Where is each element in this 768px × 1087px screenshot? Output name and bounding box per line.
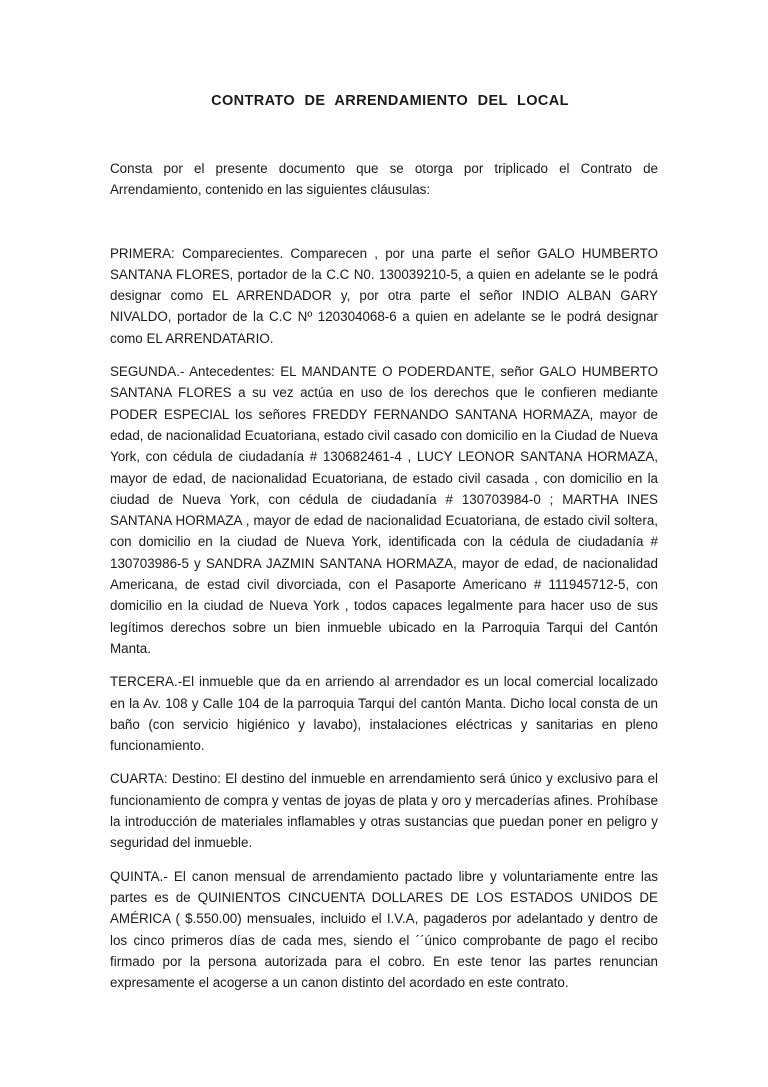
contract-title: CONTRATO DE ARRENDAMIENTO DEL LOCAL — [211, 93, 569, 109]
clause-quinta: QUINTA.- El canon mensual de arrendamiento pactado libre y voluntariamente entre las partes es de QUINIENTOS CINCUENTA DOLLARES DE LOS ESTADOS UNIDOS DE AMÉRICA ( $.550.00) mensuales, incluido el I.V.A, pagaderos por adelantado y dentro de los cinco primeros días de cada mes, siendo el ´´único comprobante de pago el recibo firmado por la persona autorizada para el cobro. En este tenor las partes renuncian expresamente el acogerse a un canon distinto del acordado en este contrato. — [110, 868, 658, 991]
clause-segunda: SEGUNDA.- Antecedentes: EL MANDANTE O PODERDANTE, señor GALO HUMBERTO SANTANA FLORES a su vez actúa en uso de los derechos que le confieren mediante PODER ESPECIAL los señores FREDDY FERNANDO SANTANA HORMAZA, mayor de edad, de nacionalidad Ecuatoriana, estado civil casado con domicilio en la Ciudad de Nueva York, con cédula de ciudadanía # 130682461-4 , LUCY LEONOR SANTANA HORMAZA, mayor de edad, de nacionalidad Ecuatoriana, de estado civil casada , con domicilio en la ciudad de Nueva York, con cédula de ciudadanía # 130703984-0 ; MARTHA INES SANTANA HORMAZA , mayor de edad de nacionalidad Ecuatoriana, de estado civil soltera, con domicilio en la ciudad de Nueva York, identificada con la cédula de ciudadanía # 130703986-5 y SANDRA JAZMIN SANTANA HORMAZA, mayor de edad, de nacionalidad Americana, de estad civil divorciada, con el Pasaporte Americano # 111945712-5, con domicilio en la ciudad de Nueva York , todos capaces legalmente para hacer uso de sus legítimos derechos sobre un bien inmueble ubicado en la Parroquia Tarqui del Cantón Manta. — [110, 364, 658, 656]
clause-tercera: TERCERA.-El inmueble que da en arriendo al arrendador es un local comercial localizado en la Av. 108 y Calle 104 de la parroquia Tarqui del cantón Manta. Dicho local consta de un baño (con servicio higiénico y lavabo), instalaciones eléctricas y sanitarias en pleno funcionamiento. — [110, 674, 658, 754]
clause-primera: PRIMERA: Comparecientes. Comparecen , por una parte el señor GALO HUMBERTO SANTANA FLORES, portador de la C.C N0. 130039210-5, a quien en adelante se le podrá designar como EL ARRENDADOR y, por otra parte el señor INDIO ALBAN GARY NIVALDO, portador de la C.C Nº 120304068-6 a quien en adelante se le podrá designar como EL ARRENDATARIO. — [110, 245, 658, 346]
clause-cuarta: CUARTA: Destino: El destino del inmueble en arrendamiento será único y exclusivo para el funcionamiento de compra y ventas de joyas de plata y oro y mercaderías afines. Prohíbase la introducción de materiales inflamables y otras sustancias que puedan poner en peligro y seguridad del inmueble. — [110, 771, 658, 851]
intro-paragraph: Consta por el presente documento que se otorga por triplicado el Contrato de Arrendamiento, contenido en las siguientes cláusulas: — [110, 161, 658, 198]
contract-body — [110, 158, 658, 1005]
